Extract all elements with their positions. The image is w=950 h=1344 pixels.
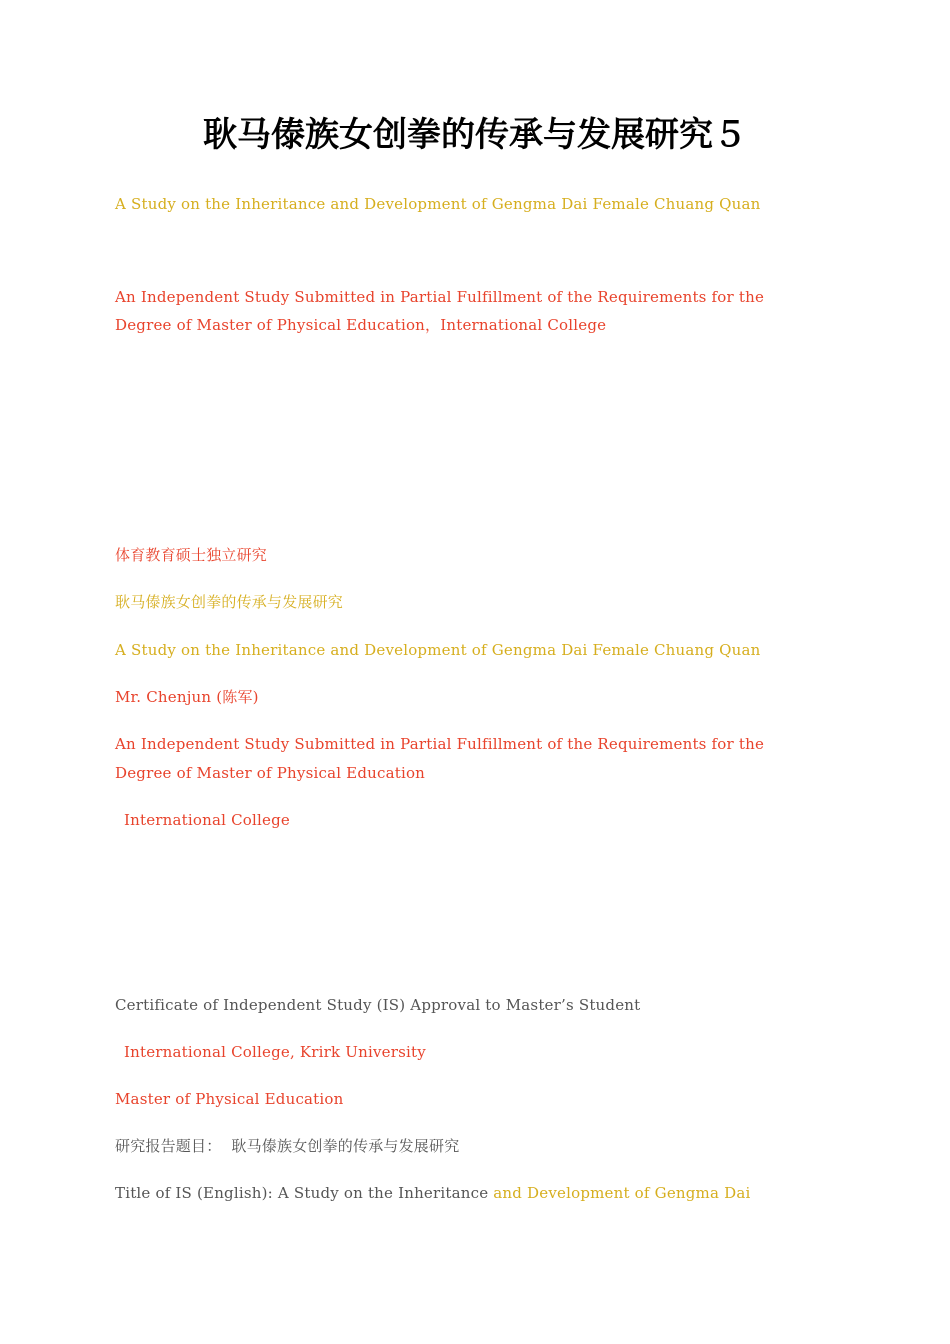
degree-chinese: 体育教育硕士独立研究 [115,546,268,564]
title-english: A Study on the Inheritance and Development of Gengma Dai Female Chuang Quan [115,641,761,659]
title-chinese-label: 研究报告题目： [115,1137,222,1155]
cover-submission-line-2: Degree of Master of Physical Education，International College [115,316,607,334]
cover-submission-line-1: An Independent Study Submitted in Partial Fulfillment of the Requirements for the [115,288,765,306]
document-title: 耿马傣族女创拳的传承与发展研究５ [203,115,747,155]
cover-english-title: A Study on the Inheritance and Development of Gengma Dai Female Chuang Quan [115,195,761,213]
inner-submission-line-2: Degree of Master of Physical Education [115,764,426,782]
certificate-program: Master of Physical Education [115,1090,344,1108]
title-english-label: Title of IS (English): A Study on the Inheritance [115,1184,494,1202]
title-english-value: and Development of Gengma Dai [493,1184,751,1202]
title-chinese: 耿马傣族女创拳的传承与发展研究 [115,593,344,611]
college-name: International College [124,811,290,829]
inner-submission-line-1: An Independent Study Submitted in Partial Fulfillment of the Requirements for the [115,735,765,753]
certificate-heading: Certificate of Independent Study (IS) Approval to Master’s Student [115,996,641,1014]
certificate-institution: International College, Krirk University [124,1043,426,1061]
title-chinese-value: 耿马傣族女创拳的传承与发展研究 [231,1137,460,1155]
author-name: Mr. Chenjun (陈军) [115,688,259,706]
certificate-title-chinese-row [115,1136,459,1156]
certificate-title-english-row [115,1183,750,1203]
